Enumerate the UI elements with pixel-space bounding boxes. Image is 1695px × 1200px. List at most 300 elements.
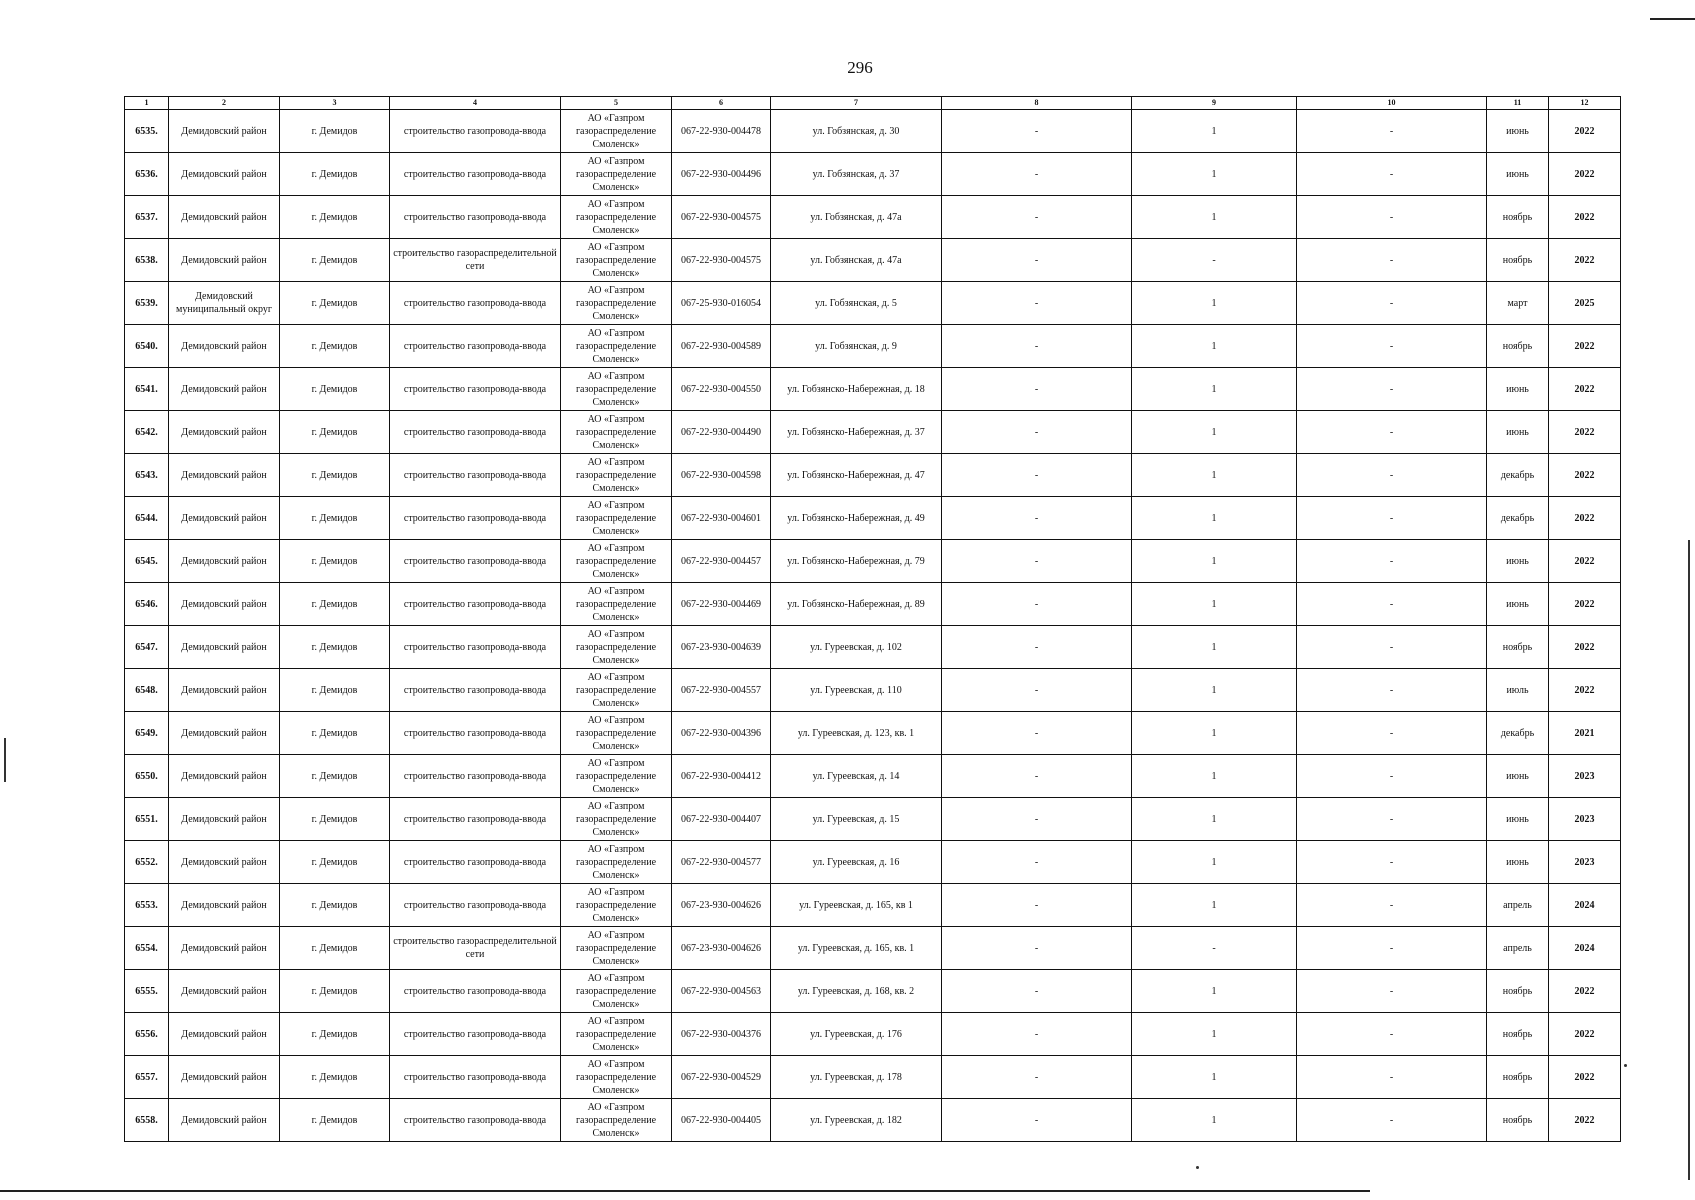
organization-line: Смоленск» — [592, 1041, 640, 1053]
address-cell: ул. Гуреевская, д. 165, кв. 1 — [771, 927, 942, 970]
city-cell: г. Демидов — [280, 755, 390, 798]
address-cell: ул. Гобзянско-Набережная, д. 89 — [771, 583, 942, 626]
organization-line: Смоленск» — [592, 138, 640, 150]
column-8-cell: - — [942, 153, 1132, 196]
district-cell: Демидовский район — [169, 970, 280, 1013]
column-8-cell: - — [942, 497, 1132, 540]
column-8-cell: - — [942, 325, 1132, 368]
work-type-cell: строительство газопровода-ввода — [390, 325, 561, 368]
city-cell: г. Демидов — [280, 540, 390, 583]
column-header-11: 11 — [1487, 97, 1549, 110]
table-row — [125, 755, 1621, 798]
row-number: 6543. — [125, 454, 169, 497]
organization-line: АО «Газпром — [587, 112, 645, 124]
scan-edge-line-top-right — [1650, 18, 1695, 20]
table-row — [125, 110, 1621, 153]
column-9-cell: 1 — [1132, 884, 1297, 927]
column-8-cell: - — [942, 110, 1132, 153]
organization-line: газораспределение — [575, 813, 657, 825]
table-row — [125, 454, 1621, 497]
work-type-cell: строительство газопровода-ввода — [390, 497, 561, 540]
table-row — [125, 583, 1621, 626]
column-8-cell: - — [942, 282, 1132, 325]
work-type-cell: строительство газопровода-ввода — [390, 1013, 561, 1056]
object-code-cell: 067-23-930-004626 — [672, 884, 771, 927]
column-8-cell: - — [942, 1013, 1132, 1056]
year-cell: 2023 — [1549, 798, 1621, 841]
month-cell: март — [1487, 282, 1549, 325]
city-cell: г. Демидов — [280, 239, 390, 282]
column-10-cell: - — [1297, 411, 1487, 454]
row-number: 6535. — [125, 110, 169, 153]
organization-line: АО «Газпром — [587, 1101, 645, 1113]
year-cell: 2022 — [1549, 368, 1621, 411]
column-8-cell: - — [942, 669, 1132, 712]
district-cell: Демидовский район — [169, 712, 280, 755]
year-cell: 2022 — [1549, 583, 1621, 626]
organization-line: Смоленск» — [592, 1127, 640, 1139]
organization-line: газораспределение — [575, 899, 657, 911]
address-cell: ул. Гуреевская, д. 110 — [771, 669, 942, 712]
column-9-cell: 1 — [1132, 1013, 1297, 1056]
organization-cell — [561, 196, 672, 239]
organization-line: АО «Газпром — [587, 929, 645, 941]
month-cell: ноябрь — [1487, 196, 1549, 239]
organization-line: Смоленск» — [592, 912, 640, 924]
work-type-cell: строительство газопровода-ввода — [390, 970, 561, 1013]
city-cell: г. Демидов — [280, 712, 390, 755]
work-type-cell: строительство газопровода-ввода — [390, 841, 561, 884]
work-type-cell: строительство газопровода-ввода — [390, 1056, 561, 1099]
year-cell: 2022 — [1549, 540, 1621, 583]
object-code-cell: 067-22-930-004575 — [672, 239, 771, 282]
organization-cell — [561, 712, 672, 755]
organization-cell — [561, 110, 672, 153]
city-cell: г. Демидов — [280, 368, 390, 411]
month-cell: июль — [1487, 669, 1549, 712]
work-type-cell: строительство газопровода-ввода — [390, 755, 561, 798]
district-cell: Демидовский район — [169, 454, 280, 497]
column-10-cell: - — [1297, 669, 1487, 712]
city-cell: г. Демидов — [280, 970, 390, 1013]
year-cell: 2022 — [1549, 497, 1621, 540]
district-cell: Демидовский район — [169, 798, 280, 841]
column-8-cell: - — [942, 927, 1132, 970]
address-cell: ул. Гуреевская, д. 168, кв. 2 — [771, 970, 942, 1013]
district-cell: Демидовский район — [169, 1099, 280, 1142]
organization-line: газораспределение — [575, 168, 657, 180]
month-cell: декабрь — [1487, 712, 1549, 755]
district-cell: Демидовский район — [169, 1056, 280, 1099]
organization-line: газораспределение — [575, 340, 657, 352]
organization-line: АО «Газпром — [587, 800, 645, 812]
address-cell: ул. Гобзянско-Набережная, д. 47 — [771, 454, 942, 497]
work-type-cell: строительство газопровода-ввода — [390, 411, 561, 454]
column-10-cell: - — [1297, 153, 1487, 196]
column-8-cell: - — [942, 626, 1132, 669]
organization-line: АО «Газпром — [587, 886, 645, 898]
column-10-cell: - — [1297, 454, 1487, 497]
row-number: 6542. — [125, 411, 169, 454]
column-8-cell: - — [942, 411, 1132, 454]
month-cell: ноябрь — [1487, 1056, 1549, 1099]
city-cell: г. Демидов — [280, 669, 390, 712]
address-cell: ул. Гобзянско-Набережная, д. 49 — [771, 497, 942, 540]
district-cell: Демидовский район — [169, 841, 280, 884]
month-cell: декабрь — [1487, 454, 1549, 497]
row-number: 6544. — [125, 497, 169, 540]
district-cell: Демидовский район — [169, 153, 280, 196]
column-header-4: 4 — [390, 97, 561, 110]
column-9-cell: 1 — [1132, 454, 1297, 497]
address-cell: ул. Гуреевская, д. 16 — [771, 841, 942, 884]
district-cell: Демидовский район — [169, 755, 280, 798]
city-cell: г. Демидов — [280, 325, 390, 368]
table-header-row — [125, 97, 1621, 110]
object-code-cell: 067-22-930-004557 — [672, 669, 771, 712]
organization-line: АО «Газпром — [587, 1015, 645, 1027]
column-9-cell: 1 — [1132, 497, 1297, 540]
object-code-cell: 067-23-930-004639 — [672, 626, 771, 669]
month-cell: июнь — [1487, 841, 1549, 884]
table-row — [125, 841, 1621, 884]
organization-line: АО «Газпром — [587, 155, 645, 167]
month-cell: июнь — [1487, 583, 1549, 626]
organization-line: АО «Газпром — [587, 714, 645, 726]
column-10-cell: - — [1297, 712, 1487, 755]
district-cell: Демидовский район — [169, 239, 280, 282]
column-9-cell: - — [1132, 239, 1297, 282]
organization-line: Смоленск» — [592, 783, 640, 795]
year-cell: 2023 — [1549, 755, 1621, 798]
organization-line: Смоленск» — [592, 568, 640, 580]
city-cell: г. Демидов — [280, 110, 390, 153]
column-10-cell: - — [1297, 540, 1487, 583]
organization-line: газораспределение — [575, 1071, 657, 1083]
organization-cell — [561, 1013, 672, 1056]
column-10-cell: - — [1297, 325, 1487, 368]
month-cell: ноябрь — [1487, 1099, 1549, 1142]
column-10-cell: - — [1297, 583, 1487, 626]
year-cell: 2022 — [1549, 153, 1621, 196]
organization-line: АО «Газпром — [587, 241, 645, 253]
column-8-cell: - — [942, 755, 1132, 798]
city-cell: г. Демидов — [280, 884, 390, 927]
table-row — [125, 153, 1621, 196]
organization-line: АО «Газпром — [587, 499, 645, 511]
organization-cell — [561, 368, 672, 411]
city-cell: г. Демидов — [280, 153, 390, 196]
organization-line: газораспределение — [575, 727, 657, 739]
object-code-cell: 067-22-930-004396 — [672, 712, 771, 755]
organization-line: Смоленск» — [592, 697, 640, 709]
column-9-cell: 1 — [1132, 583, 1297, 626]
address-cell: ул. Гуреевская, д. 182 — [771, 1099, 942, 1142]
district-cell: Демидовский район — [169, 497, 280, 540]
organization-line: АО «Газпром — [587, 542, 645, 554]
district-cell: Демидовский район — [169, 583, 280, 626]
column-10-cell: - — [1297, 755, 1487, 798]
year-cell: 2024 — [1549, 927, 1621, 970]
organization-line: газораспределение — [575, 770, 657, 782]
city-cell: г. Демидов — [280, 626, 390, 669]
organization-cell — [561, 841, 672, 884]
column-10-cell: - — [1297, 282, 1487, 325]
register-table — [124, 96, 1621, 1142]
row-number: 6555. — [125, 970, 169, 1013]
address-cell: ул. Гобзянско-Набережная, д. 18 — [771, 368, 942, 411]
row-number: 6549. — [125, 712, 169, 755]
column-8-cell: - — [942, 884, 1132, 927]
organization-line: газораспределение — [575, 555, 657, 567]
year-cell: 2022 — [1549, 669, 1621, 712]
column-10-cell: - — [1297, 1099, 1487, 1142]
address-cell: ул. Гуреевская, д. 14 — [771, 755, 942, 798]
work-type-cell: строительство газопровода-ввода — [390, 712, 561, 755]
organization-line: Смоленск» — [592, 611, 640, 623]
district-cell: Демидовский район — [169, 411, 280, 454]
organization-line: Смоленск» — [592, 353, 640, 365]
column-9-cell: 1 — [1132, 798, 1297, 841]
column-8-cell: - — [942, 368, 1132, 411]
table-row — [125, 1056, 1621, 1099]
object-code-cell: 067-22-930-004589 — [672, 325, 771, 368]
object-code-cell: 067-22-930-004407 — [672, 798, 771, 841]
organization-line: газораспределение — [575, 426, 657, 438]
organization-line: газораспределение — [575, 383, 657, 395]
month-cell: апрель — [1487, 884, 1549, 927]
row-number: 6553. — [125, 884, 169, 927]
column-9-cell: 1 — [1132, 153, 1297, 196]
object-code-cell: 067-23-930-004626 — [672, 927, 771, 970]
organization-line: газораспределение — [575, 1028, 657, 1040]
row-number: 6557. — [125, 1056, 169, 1099]
organization-cell — [561, 927, 672, 970]
column-9-cell: 1 — [1132, 196, 1297, 239]
column-9-cell: - — [1132, 927, 1297, 970]
organization-line: АО «Газпром — [587, 413, 645, 425]
organization-cell — [561, 755, 672, 798]
organization-line: АО «Газпром — [587, 671, 645, 683]
district-cell: Демидовский район — [169, 110, 280, 153]
address-cell: ул. Гобзянско-Набережная, д. 79 — [771, 540, 942, 583]
organization-line: Смоленск» — [592, 396, 640, 408]
address-cell: ул. Гуреевская, д. 123, кв. 1 — [771, 712, 942, 755]
organization-cell — [561, 325, 672, 368]
column-10-cell: - — [1297, 497, 1487, 540]
address-cell: ул. Гобзянская, д. 9 — [771, 325, 942, 368]
column-header-12: 12 — [1549, 97, 1621, 110]
organization-cell — [561, 1056, 672, 1099]
object-code-cell: 067-25-930-016054 — [672, 282, 771, 325]
table-row — [125, 411, 1621, 454]
organization-line: Смоленск» — [592, 482, 640, 494]
year-cell: 2022 — [1549, 1056, 1621, 1099]
district-cell: Демидовский район — [169, 927, 280, 970]
organization-line: АО «Газпром — [587, 198, 645, 210]
column-10-cell: - — [1297, 239, 1487, 282]
object-code-cell: 067-22-930-004598 — [672, 454, 771, 497]
address-cell: ул. Гобзянская, д. 5 — [771, 282, 942, 325]
month-cell: июнь — [1487, 755, 1549, 798]
organization-line: газораспределение — [575, 297, 657, 309]
work-type-cell: строительство газопровода-ввода — [390, 368, 561, 411]
column-9-cell: 1 — [1132, 841, 1297, 884]
city-cell: г. Демидов — [280, 841, 390, 884]
column-8-cell: - — [942, 970, 1132, 1013]
district-cell: Демидовский район — [169, 669, 280, 712]
row-number: 6552. — [125, 841, 169, 884]
column-9-cell: 1 — [1132, 970, 1297, 1013]
object-code-cell: 067-22-930-004601 — [672, 497, 771, 540]
organization-cell — [561, 153, 672, 196]
column-8-cell: - — [942, 841, 1132, 884]
table-row — [125, 282, 1621, 325]
month-cell: июнь — [1487, 411, 1549, 454]
table-row — [125, 927, 1621, 970]
organization-cell — [561, 454, 672, 497]
address-cell: ул. Гуреевская, д. 165, кв 1 — [771, 884, 942, 927]
organization-line: АО «Газпром — [587, 370, 645, 382]
address-cell: ул. Гобзянская, д. 47а — [771, 196, 942, 239]
city-cell: г. Демидов — [280, 927, 390, 970]
year-cell: 2022 — [1549, 970, 1621, 1013]
row-number: 6550. — [125, 755, 169, 798]
year-cell: 2022 — [1549, 411, 1621, 454]
scan-edge-line-bottom — [0, 1190, 1370, 1192]
object-code-cell: 067-22-930-004376 — [672, 1013, 771, 1056]
organization-line: АО «Газпром — [587, 972, 645, 984]
year-cell: 2022 — [1549, 454, 1621, 497]
organization-line: АО «Газпром — [587, 327, 645, 339]
row-number: 6556. — [125, 1013, 169, 1056]
city-cell: г. Демидов — [280, 1099, 390, 1142]
object-code-cell: 067-22-930-004478 — [672, 110, 771, 153]
district-cell: Демидовский район — [169, 884, 280, 927]
table-row — [125, 669, 1621, 712]
organization-line: Смоленск» — [592, 1084, 640, 1096]
scan-dot — [1624, 1064, 1627, 1067]
year-cell: 2022 — [1549, 110, 1621, 153]
column-10-cell: - — [1297, 798, 1487, 841]
year-cell: 2025 — [1549, 282, 1621, 325]
column-header-7: 7 — [771, 97, 942, 110]
column-9-cell: 1 — [1132, 712, 1297, 755]
month-cell: декабрь — [1487, 497, 1549, 540]
organization-line: газораспределение — [575, 641, 657, 653]
year-cell: 2022 — [1549, 196, 1621, 239]
column-8-cell: - — [942, 196, 1132, 239]
page-number: 296 — [847, 58, 873, 77]
organization-cell — [561, 540, 672, 583]
address-cell: ул. Гобзянская, д. 47а — [771, 239, 942, 282]
object-code-cell: 067-22-930-004563 — [672, 970, 771, 1013]
column-8-cell: - — [942, 1099, 1132, 1142]
address-cell: ул. Гобзянская, д. 30 — [771, 110, 942, 153]
table-row — [125, 798, 1621, 841]
month-cell: июнь — [1487, 368, 1549, 411]
district-cell: Демидовский район — [169, 325, 280, 368]
organization-line: Смоленск» — [592, 740, 640, 752]
column-10-cell: - — [1297, 970, 1487, 1013]
row-number: 6546. — [125, 583, 169, 626]
organization-line: Смоленск» — [592, 181, 640, 193]
city-cell: г. Демидов — [280, 583, 390, 626]
object-code-cell: 067-22-930-004457 — [672, 540, 771, 583]
year-cell: 2022 — [1549, 239, 1621, 282]
month-cell: июнь — [1487, 110, 1549, 153]
organization-line: Смоленск» — [592, 267, 640, 279]
organization-line: Смоленск» — [592, 525, 640, 537]
column-9-cell: 1 — [1132, 282, 1297, 325]
scan-dot — [1196, 1166, 1199, 1169]
month-cell: ноябрь — [1487, 239, 1549, 282]
work-type-cell: строительство газопровода-ввода — [390, 282, 561, 325]
organization-line: газораспределение — [575, 684, 657, 696]
column-header-6: 6 — [672, 97, 771, 110]
city-cell: г. Демидов — [280, 497, 390, 540]
object-code-cell: 067-22-930-004496 — [672, 153, 771, 196]
address-cell: ул. Гуреевская, д. 102 — [771, 626, 942, 669]
organization-cell — [561, 497, 672, 540]
organization-line: Смоленск» — [592, 998, 640, 1010]
column-header-3: 3 — [280, 97, 390, 110]
column-header-8: 8 — [942, 97, 1132, 110]
organization-cell — [561, 411, 672, 454]
column-8-cell: - — [942, 540, 1132, 583]
city-cell: г. Демидов — [280, 411, 390, 454]
city-cell: г. Демидов — [280, 798, 390, 841]
month-cell: ноябрь — [1487, 1013, 1549, 1056]
table-row — [125, 712, 1621, 755]
work-type-cell: строительство газопровода-ввода — [390, 626, 561, 669]
row-number: 6537. — [125, 196, 169, 239]
column-10-cell: - — [1297, 196, 1487, 239]
city-cell: г. Демидов — [280, 196, 390, 239]
column-header-1: 1 — [125, 97, 169, 110]
table-row — [125, 497, 1621, 540]
object-code-cell: 067-22-930-004405 — [672, 1099, 771, 1142]
month-cell: июнь — [1487, 540, 1549, 583]
column-10-cell: - — [1297, 841, 1487, 884]
work-type-cell: строительство газопровода-ввода — [390, 153, 561, 196]
year-cell: 2024 — [1549, 884, 1621, 927]
table-row — [125, 884, 1621, 927]
table-row — [125, 540, 1621, 583]
district-cell: Демидовский муниципальный округ — [169, 282, 280, 325]
work-type-cell: строительство газопровода-ввода — [390, 110, 561, 153]
column-10-cell: - — [1297, 1013, 1487, 1056]
address-cell: ул. Гуреевская, д. 176 — [771, 1013, 942, 1056]
table-row — [125, 970, 1621, 1013]
column-10-cell: - — [1297, 110, 1487, 153]
organization-line: АО «Газпром — [587, 757, 645, 769]
organization-line: газораспределение — [575, 125, 657, 137]
organization-line: газораспределение — [575, 598, 657, 610]
organization-line: газораспределение — [575, 1114, 657, 1126]
column-8-cell: - — [942, 798, 1132, 841]
row-number: 6554. — [125, 927, 169, 970]
organization-line: АО «Газпром — [587, 456, 645, 468]
organization-cell — [561, 626, 672, 669]
work-type-cell: строительство газопровода-ввода — [390, 583, 561, 626]
organization-line: Смоленск» — [592, 826, 640, 838]
organization-line: Смоленск» — [592, 439, 640, 451]
organization-line: АО «Газпром — [587, 628, 645, 640]
column-9-cell: 1 — [1132, 755, 1297, 798]
city-cell: г. Демидов — [280, 454, 390, 497]
row-number: 6558. — [125, 1099, 169, 1142]
